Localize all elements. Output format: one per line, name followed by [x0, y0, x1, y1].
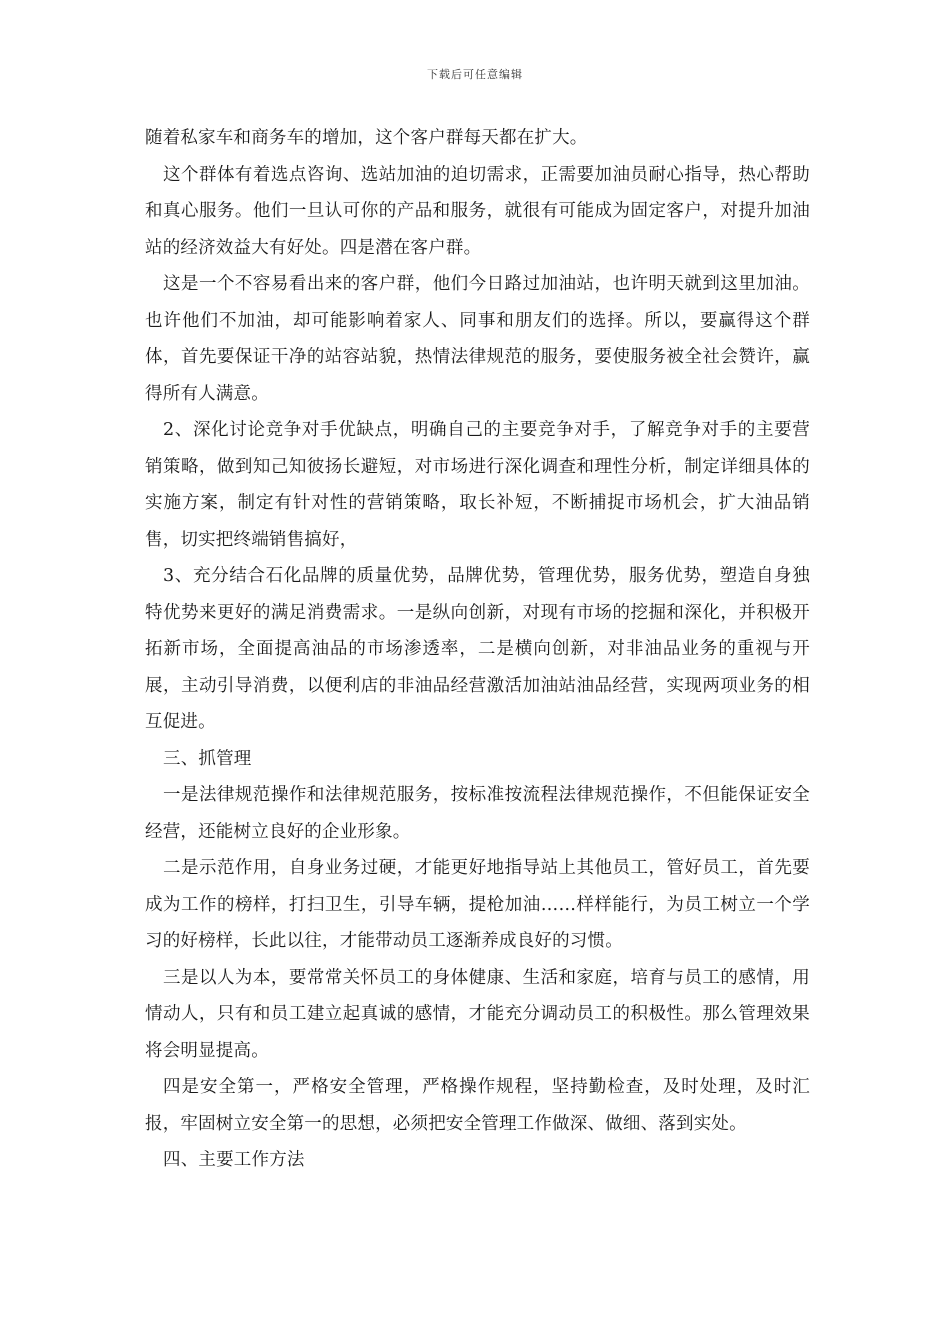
paragraph: 二是示范作用，自身业务过硬，才能更好地指导站上其他员工，管好员工，首先要成为工作的榜样，打扫卫生，引导车辆，提枪加油……样样能行，为员工树立一个学习的好榜样，长此以往，才能带动员工逐渐养成良好的习惯。 [145, 858, 810, 951]
section-heading: 四、主要工作方法 [163, 1150, 305, 1170]
paragraph: 这个群体有着选点咨询、选站加油的迫切需求，正需要加油员耐心指导，热心帮助和真心服务。他们一旦认可你的产品和服务，就很有可能成为固定客户，对提升加油站的经济效益大有好处。四是潜在客户群。 [145, 164, 810, 258]
paragraph: 三是以人为本，要常常关怀员工的身体健康、生活和家庭，培育与员工的感情，用情动人，只有和员工建立起真诚的感情，才能充分调动员工的积极性。那么管理效果将会明显提高。 [145, 967, 810, 1061]
document-body [145, 120, 810, 1179]
paragraph: 3、充分结合石化品牌的质量优势，品牌优势，管理优势，服务优势，塑造自身独特优势来更好的满足消费需求。一是纵向创新，对现有市场的挖掘和深化，并积极开拓新市场，全面提高油品的市场渗透率，二是横向创新，对非油品业务的重视与开展，主动引导消费，以便利店的非油品经营激活加油站油品经营，实现两项业务的相互促进。 [145, 566, 810, 732]
paragraph: 这是一个不容易看出来的客户群，他们今日路过加油站，也许明天就到这里加油。也许他们不加油，却可能影响着家人、同事和朋友们的选择。所以，要赢得这个群体，首先要保证干净的站容站貌，热情法律规范的服务，要使服务被全社会赞许，赢得所有人满意。 [145, 274, 810, 404]
paragraph: 四是安全第一，严格安全管理，严格操作规程，坚持勤检查，及时处理，及时汇报，牢固树立安全第一的思想，必须把安全管理工作做深、做细、落到实处。 [145, 1077, 810, 1134]
section-heading: 三、抓管理 [163, 748, 252, 769]
paragraph-continuation: 随着私家车和商务车的增加，这个客户群每天都在扩大。 [145, 128, 588, 148]
page-header-note: 下载后可任意编辑 [427, 68, 523, 81]
paragraph: 一是法律规范操作和法律规范服务，按标准按流程法律规范操作，不但能保证安全经营，还能树立良好的企业形象。 [145, 785, 810, 842]
paragraph: 2、深化讨论竞争对手优缺点，明确自己的主要竞争对手，了解竞争对手的主要营销策略，做到知己知彼扬长避短，对市场进行深化调查和理性分析，制定详细具体的实施方案，制定有针对性的营销策略，取长补短，不断捕捉市场机会，扩大油品销售，切实把终端销售搞好， [145, 420, 810, 550]
